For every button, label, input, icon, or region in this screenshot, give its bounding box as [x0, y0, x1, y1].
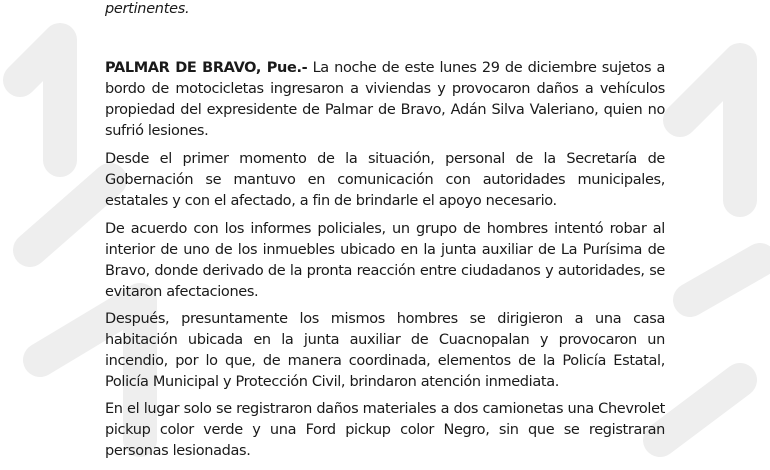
dateline: PALMAR DE BRAVO, Pue.- [105, 60, 308, 76]
paragraph-4: Después, presuntamente los mismos hombres se dirigieron a una casa habitación ubicada en la junta auxiliar de Cuacnopalan y provocaron un incendio, por lo que, de manera coordinada, elementos de la Policía Estatal, Policía Municipal y Protección Civil, brindaron atención inmediata. [105, 311, 665, 390]
paragraph-2: Desde el primer momento de la situación, personal de la Secretaría de Gobernación se mantuvo en comunicación con autoridades municipales, estatales y con el afectado, a fin de brindarle el apoyo necesario. [105, 151, 665, 209]
paragraph-1 [105, 58, 665, 142]
paragraph-3: De acuerdo con los informes policiales, un grupo de hombres intentó robar al interior de uno de los inmuebles ubicado en la junta auxiliar de La Purísima de Bravo, donde derivado de la pronta reacción entre ciudadanos y autoridades, se evitaron afectaciones. [105, 221, 665, 300]
intro-fragment: pertinentes. [105, 1, 190, 17]
paragraph-1-text: La noche de este lunes 29 de diciembre sujetos a bordo de motocicletas ingresaron a viviendas y provocaron daños a vehículos propiedad del expresidente de Palmar de Bravo, Adán Silva Valeriano, quien no sufrió lesiones. [105, 60, 665, 139]
paragraph-5: En el lugar solo se registraron daños materiales a dos camionetas una Chevrolet pickup color verde y una Ford pickup color Negro, sin que se registraran personas lesionadas. [105, 401, 665, 459]
